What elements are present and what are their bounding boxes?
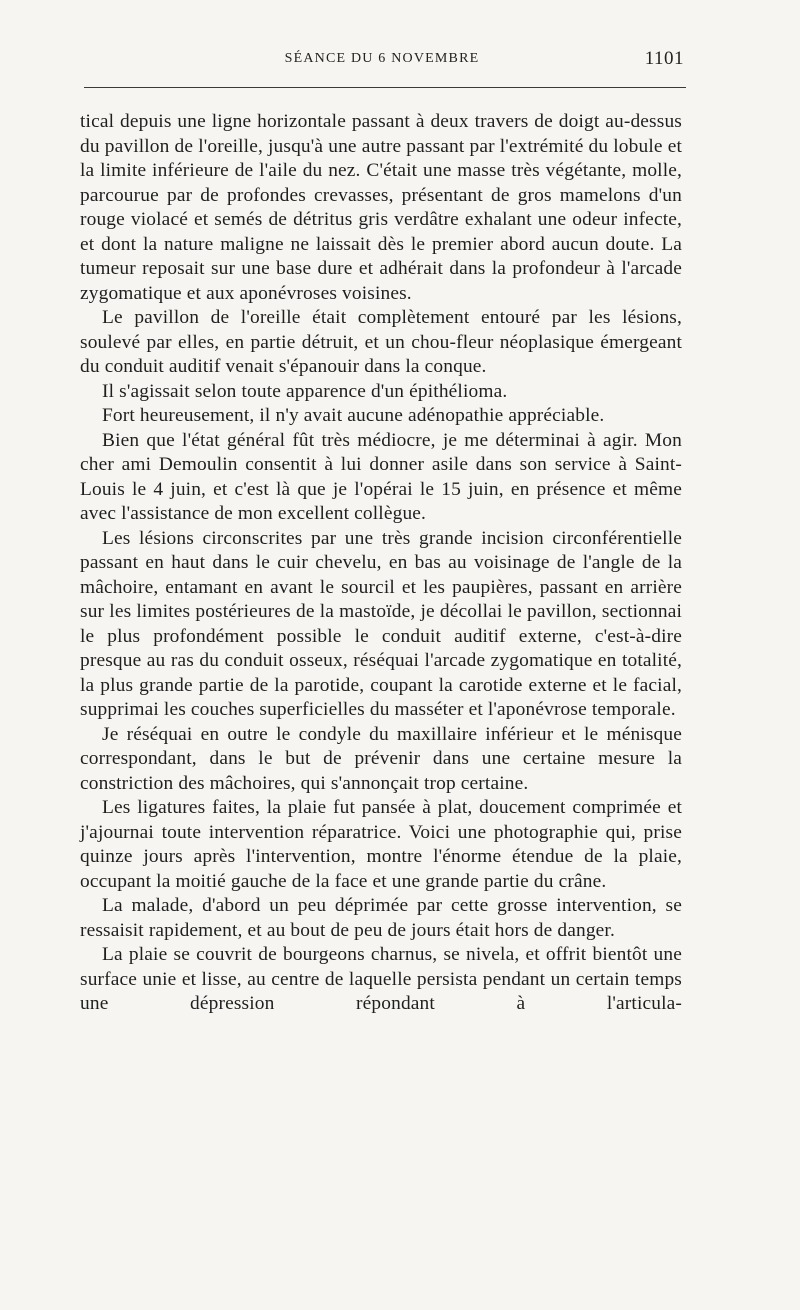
paragraph: Bien que l'état général fût très médiocre, je me déterminai à agir. Mon cher ami Demoulin consentit à lui donner asile dans son service à Saint-Louis le 4 juin, et c'est là que je l'opérai le 15 juin, en présence et même avec l'assistance de mon excellent collègue.: [80, 429, 682, 524]
paragraph: La malade, d'abord un peu déprimée par cette grosse intervention, se ressaisit rapidement, et au bout de peu de jours était hors de danger.: [80, 895, 682, 941]
paragraph: Le pavillon de l'oreille était complètement entouré par les lésions, soulevé par elles, en partie détruit, et un chou-fleur néoplasique émergeant du conduit auditif venait s'épanouir dans la conque.: [80, 307, 682, 377]
paragraph: Les lésions circonscrites par une très grande incision circonférentielle passant en haut dans le cuir chevelu, en bas au voisinage de l'angle de la mâchoire, entamant en avant le sourcil et les paupières, passant en arrière sur les limites postérieures de la mastoïde, je décollai le pavillon, sectionnai le plus profondément possible le conduit auditif externe, c'est-à-dire presque au ras du conduit osseux, réséquai l'arcade zygomatique en totalité, la plus grande partie de la parotide, coupant la carotide externe et le facial, supprimai les couches superficielles du masséter et l'aponévrose temporale.: [80, 527, 682, 720]
paragraph: Il s'agissait selon toute apparence d'un épithélioma.: [102, 380, 508, 402]
paragraph: Fort heureusement, il n'y avait aucune adénopathie appréciable.: [102, 405, 605, 426]
paragraph: La plaie se couvrit de bourgeons charnus, se nivela, et offrit bientôt une surface unie et lisse, au centre de laquelle persista pendant un certain temps une dépression répondant à l'articula-: [80, 944, 682, 1014]
body-text: [80, 110, 682, 1017]
running-head: [80, 48, 684, 74]
paragraph: tical depuis une ligne horizontale passant à deux travers de doigt au-dessus du pavillon de l'oreille, jusqu'à une autre passant par l'extrémité du lobule et la limite inférieure de l'aile du nez. C'était une masse très végétante, molle, parcourue par de profondes crevasses, présentant de gros mamelons d'un rouge violacé et semés de détritus gris verdâtre exhalant une odeur infecte, et dont la nature maligne ne laissait dès le premier abord aucun doute. La tumeur reposait sur une base dure et adhérait dans la profondeur à l'arcade zygomatique et aux aponévroses voisines.: [80, 111, 682, 304]
page-number: 1101: [644, 48, 684, 69]
paragraph: Les ligatures faites, la plaie fut pansée à plat, doucement comprimée et j'ajournai toute intervention réparatrice. Voici une photographie qui, prise quinze jours après l'intervention, montre l'énorme étendue de la plaie, occupant la moitié gauche de la face et une grande partie du crâne.: [80, 797, 682, 892]
header-rule: [84, 87, 686, 88]
paragraph: Je réséquai en outre le condyle du maxillaire inférieur et le ménisque correspondant, dans le but de prévenir dans une certaine mesure la constriction des mâchoires, qui s'annonçait trop certaine.: [80, 723, 682, 794]
running-title: SÉANCE DU 6 NOVEMBRE: [284, 51, 480, 66]
